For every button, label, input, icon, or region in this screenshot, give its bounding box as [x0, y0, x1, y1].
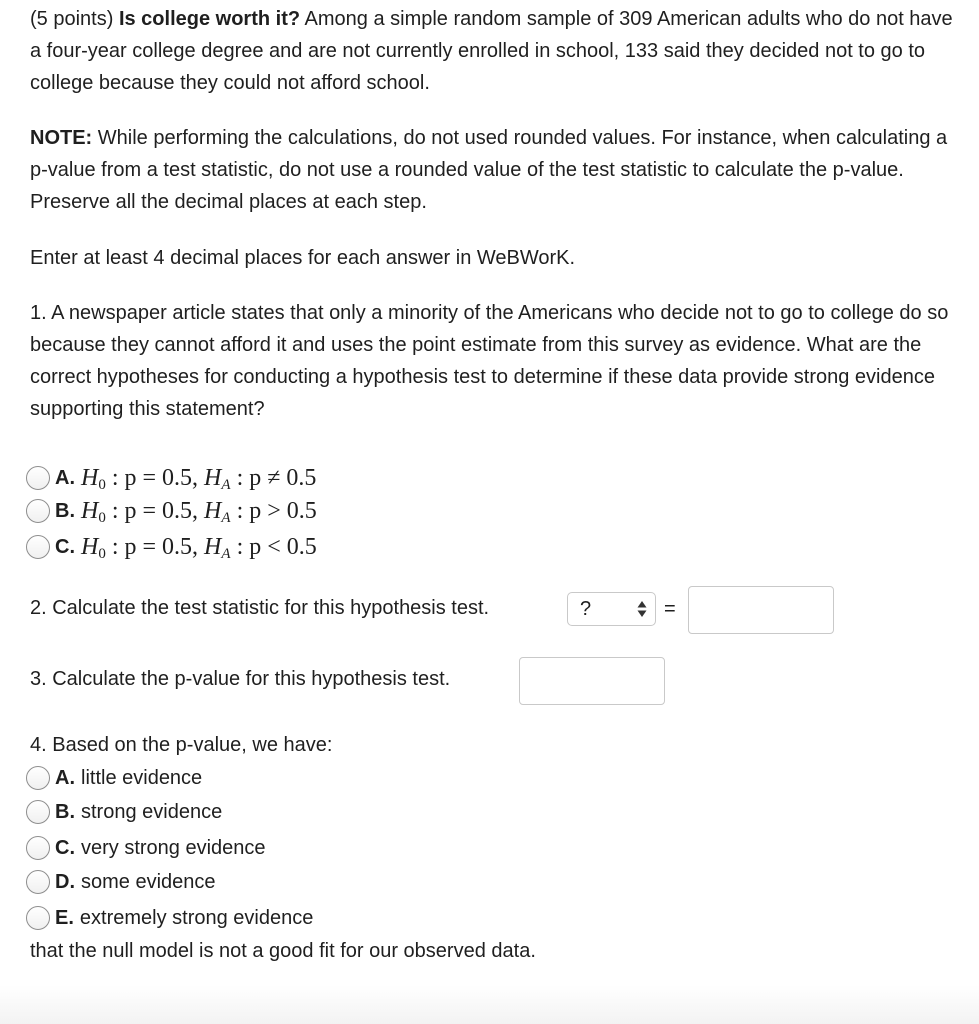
- q1-option-c[interactable]: C. $H_0$ : p = 0.5, $H_A$ : p < 0.5: [26, 530, 317, 564]
- question-4-text: 4. Based on the p-value, we have:: [30, 734, 333, 756]
- hypothesis-formula: $H_0$ : p = 0.5, $H_A$ : p < 0.5: [81, 534, 317, 562]
- radio-button[interactable]: [26, 499, 50, 523]
- option-label: very strong evidence: [81, 837, 266, 859]
- question-2-text: 2. Calculate the test statistic for this hypothesis test.: [30, 597, 490, 619]
- note-label: NOTE:: [30, 127, 93, 149]
- problem-title: Is college worth it?: [118, 8, 301, 30]
- select-value: ?: [580, 598, 592, 620]
- q4-option-c[interactable]: C. very strong evidence: [26, 831, 266, 865]
- option-label: little evidence: [81, 767, 203, 789]
- radio-button[interactable]: [26, 766, 50, 790]
- question-4-footer: that the null model is not a good fit for our observed data.: [30, 940, 536, 962]
- radio-button[interactable]: [26, 836, 50, 860]
- radio-button[interactable]: [26, 800, 50, 824]
- instruction-text: Enter at least 4 decimal places for each answer in WeBWorK.: [30, 247, 576, 269]
- option-label: extremely strong evidence: [79, 907, 314, 929]
- hypothesis-formula: $H_0$ : p = 0.5, $H_A$ : p > 0.5: [81, 498, 317, 526]
- note-paragraph: [30, 122, 960, 218]
- points-label: (5 points): [30, 8, 114, 30]
- question-1-text: 1. A newspaper article states that only a minority of the Americans who decide not to go to college do so because they cannot afford it and uses the point estimate from this survey as evidence. What are the correct hypotheses for conducting a hypothesis test to determine if these data provide strong evidence supporting this statement?: [30, 302, 949, 420]
- select-arrows-icon: [637, 600, 647, 618]
- note-text: While performing the calculations, do not used rounded values. For instance, when calculating a p-value from a test statistic, do not use a rounded value of the test statistic to calculate the p-value. Preserve all the decimal places at each step.: [30, 127, 948, 213]
- q4-option-e[interactable]: E. extremely strong evidence: [26, 901, 313, 935]
- radio-button[interactable]: [26, 535, 50, 559]
- test-statistic-select[interactable]: [567, 592, 656, 626]
- radio-button[interactable]: [26, 466, 50, 490]
- hypothesis-formula: $H_0$ : p = 0.5, $H_A$ : p ≠ 0.5: [81, 465, 317, 493]
- q4-option-d[interactable]: D. some evidence: [26, 865, 216, 899]
- question-3-text: 3. Calculate the p-value for this hypothesis test.: [30, 668, 451, 690]
- intro-paragraph: [30, 3, 960, 99]
- radio-button[interactable]: [26, 906, 50, 930]
- equals-sign: =: [664, 598, 676, 620]
- intro-text: Among a simple random sample of 309 American adults who do not have a four-year college degree and are not currently enrolled in school, 133 said they decided not to go to college because they could not afford school.: [30, 8, 953, 94]
- option-label: some evidence: [81, 871, 216, 893]
- q4-option-a[interactable]: A. little evidence: [26, 761, 202, 795]
- test-statistic-input[interactable]: [688, 586, 834, 634]
- q1-option-a[interactable]: A. $H_0$ : p = 0.5, $H_A$ : p ≠ 0.5: [26, 461, 316, 495]
- p-value-input[interactable]: [519, 657, 665, 705]
- radio-button[interactable]: [26, 870, 50, 894]
- q1-option-b[interactable]: B. $H_0$ : p = 0.5, $H_A$ : p > 0.5: [26, 494, 317, 528]
- option-label: strong evidence: [81, 801, 223, 823]
- q4-option-b[interactable]: B. strong evidence: [26, 795, 222, 829]
